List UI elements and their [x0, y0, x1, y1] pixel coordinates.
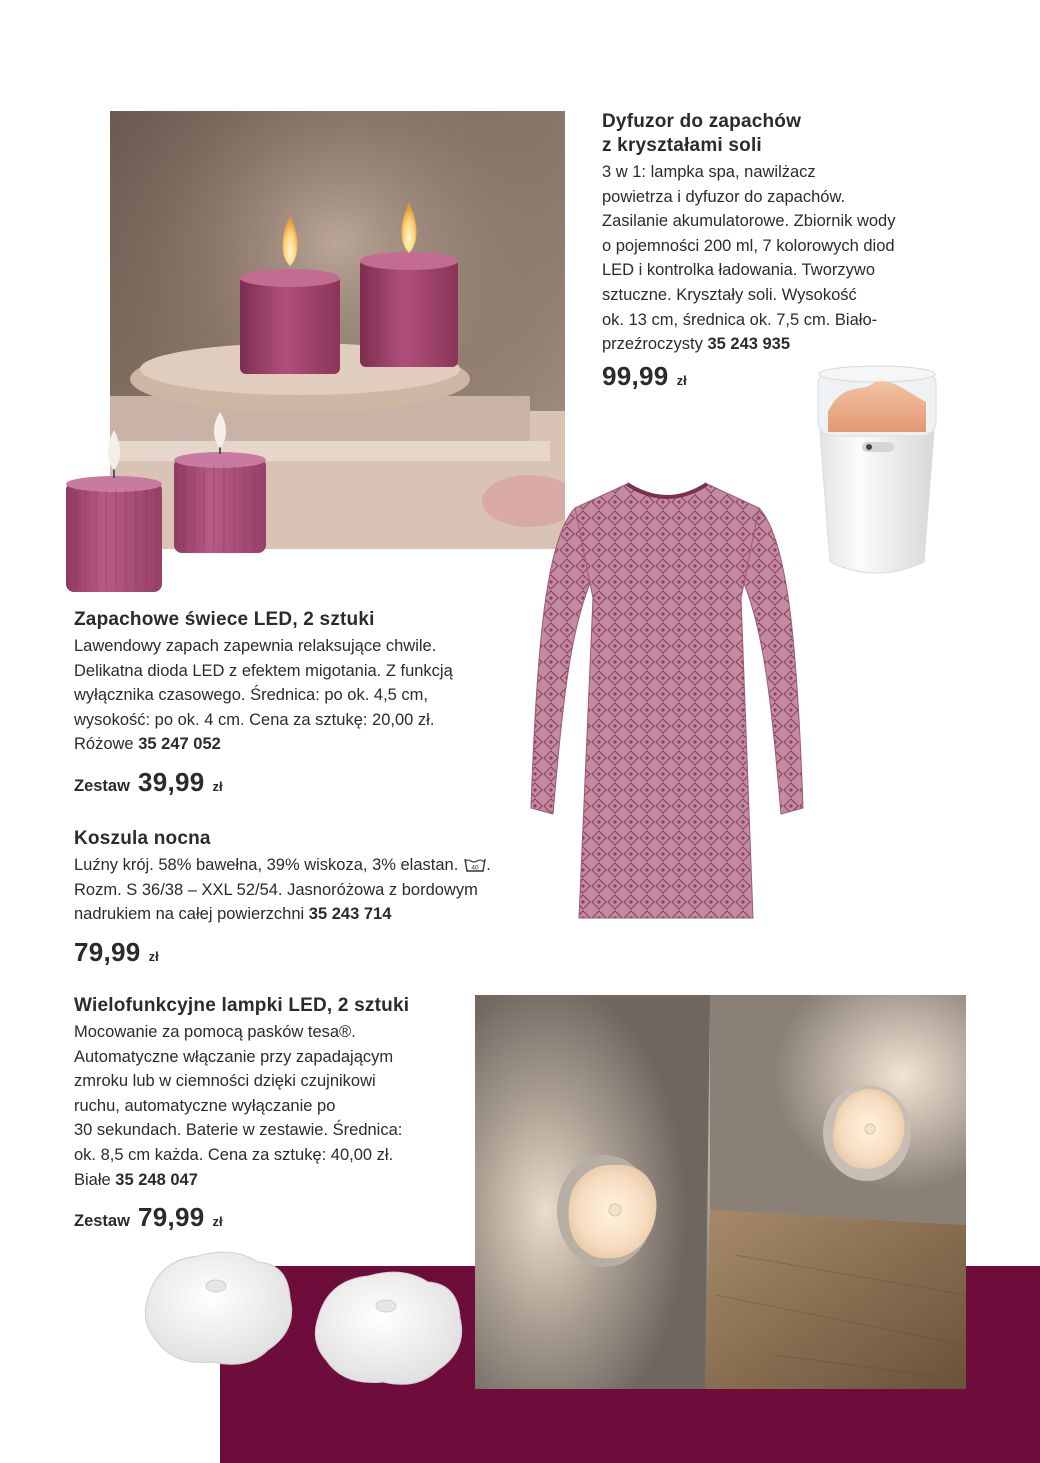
desc-line: wyłącznika czasowego. Średnica: po ok. 4,5 cm, [74, 686, 429, 705]
diffuser-product-image [812, 362, 942, 584]
diffuser-description [602, 160, 1022, 357]
price-currency: zł [676, 372, 687, 388]
price-label: Zestaw [74, 1212, 130, 1231]
led-candles-offer [74, 608, 524, 798]
article-number: 35 243 714 [308, 905, 392, 924]
desc-line: wysokość: po ok. 4 cm. Cena za sztukę: 20,00 zł. [74, 710, 435, 729]
price-value: 39,99 [137, 766, 205, 797]
desc-line: powietrza i dyfuzor do zapachów. [602, 187, 846, 206]
desc-line: Białe [74, 1170, 111, 1189]
diffuser-title-line1: Dyfuzor do zapachów [602, 111, 802, 132]
led-lamps-photo [475, 995, 966, 1389]
price-currency: zł [148, 948, 159, 964]
wash-40-icon [464, 857, 486, 873]
led-lamps-offer [74, 994, 474, 1233]
nightgown-product-image [527, 478, 807, 924]
nightgown-price [74, 937, 554, 968]
desc-line: ruchu, automatyczne wyłączanie po [74, 1096, 336, 1115]
desc-line: przeźroczysty [602, 335, 703, 354]
price-value: 99,99 [602, 360, 669, 391]
article-number: 35 248 047 [115, 1170, 198, 1189]
led-candles-title: Zapachowe świece LED, 2 sztuki [74, 609, 375, 630]
desc-line: Luźny krój. 58% bawełna, 39% wiskoza, 3% elastan. [74, 856, 459, 874]
desc-line: Lawendowy zapach zapewnia relaksujące chwile. [74, 637, 437, 655]
price-currency: zł [212, 1214, 223, 1230]
desc-line: sztuczne. Kryształy soli. Wysokość [602, 285, 857, 304]
desc-line-end: . [486, 856, 491, 874]
desc-line: zmroku lub w ciemności dzięki czujnikowi [74, 1072, 376, 1091]
diffuser-title-line2: z kryształami soli [602, 135, 762, 156]
led-candles-description [74, 634, 524, 757]
nightgown-title: Koszula nocna [74, 828, 211, 849]
desc-line: LED i kontrolka ładowania. Tworzywo [602, 261, 875, 280]
price-value: 79,99 [137, 1202, 205, 1233]
led-lamps-description [74, 1020, 474, 1192]
desc-line: 30 sekundach. Baterie w zestawie. Średnica: [74, 1121, 403, 1140]
led-lamps-product-image [138, 1238, 468, 1388]
led-lamps-price [74, 1202, 474, 1233]
desc-line: Zasilanie akumulatorowe. Zbiornik wody [602, 212, 896, 231]
article-number: 35 243 935 [707, 335, 791, 354]
article-number: 35 247 052 [138, 735, 221, 754]
desc-line: ok. 8,5 cm każda. Cena za sztukę: 40,00 zł. [74, 1145, 394, 1164]
diffuser-offer [602, 110, 1022, 392]
desc-line: Automatyczne włączanie przy zapadającym [74, 1047, 394, 1066]
led-candles-price [74, 767, 524, 798]
led-candles-product-image [62, 410, 272, 600]
nightgown-offer [74, 827, 554, 968]
desc-line: Mocowanie za pomocą pasków tesa®. [74, 1023, 356, 1041]
desc-line: Delikatna dioda LED z efektem migotania. Z funkcją [74, 661, 453, 680]
nightgown-description [74, 853, 554, 927]
diffuser-title [602, 110, 1022, 158]
price-value: 79,99 [74, 936, 141, 967]
desc-line: ok. 13 cm, średnica ok. 7,5 cm. Biało- [602, 310, 878, 329]
desc-line: o pojemności 200 ml, 7 kolorowych diod [602, 236, 895, 255]
desc-line: Różowe [74, 735, 134, 754]
wash-temperature: 40 [471, 864, 479, 872]
price-currency: zł [212, 778, 223, 794]
price-label: Zestaw [74, 776, 130, 795]
desc-line: 3 w 1: lampka spa, nawilżacz [602, 163, 816, 181]
desc-line: nadrukiem na całej powierzchni [74, 905, 305, 924]
desc-line: Rozm. S 36/38 – XXL 52/54. Jasnoróżowa z bordowym [74, 880, 478, 899]
led-lamps-title: Wielofunkcyjne lampki LED, 2 sztuki [74, 995, 410, 1016]
